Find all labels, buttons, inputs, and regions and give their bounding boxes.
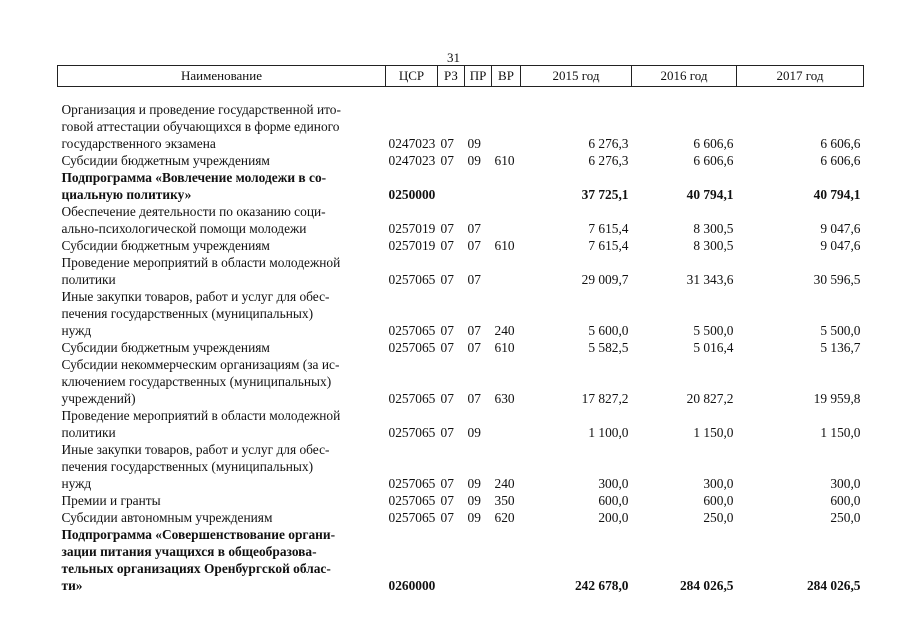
cell-2016: 8 300,5 xyxy=(693,221,734,236)
cell-2017: 5 136,7 xyxy=(820,340,861,355)
cell-vr: 620 xyxy=(494,510,515,525)
cell-2016: 40 794,1 xyxy=(686,187,734,202)
cell-rz: 07 xyxy=(440,425,454,440)
cell-2017: 1 150,0 xyxy=(820,425,861,440)
cell-csr: 0257065 xyxy=(388,493,436,508)
budget-table xyxy=(57,65,864,594)
cell-name: Обеспечение деятельности по оказанию соци- ально-психологической помощи молодежи xyxy=(61,204,326,236)
header-2016: 2016 год xyxy=(632,66,737,87)
cell-2017: 40 794,1 xyxy=(813,187,861,202)
cell-2015: 300,0 xyxy=(598,476,629,491)
cell-2015: 5 582,5 xyxy=(588,340,629,355)
table-row xyxy=(58,237,864,254)
cell-2015: 6 276,3 xyxy=(588,136,629,151)
cell-pr: 07 xyxy=(467,221,481,236)
cell-rz xyxy=(438,526,465,594)
cell-name: Субсидии бюджетным учреждениям xyxy=(61,238,270,253)
cell-csr: 0257065 xyxy=(388,391,436,406)
table-row xyxy=(58,509,864,526)
cell-vr xyxy=(492,101,521,152)
table-row xyxy=(58,203,864,237)
cell-2017: 250,0 xyxy=(830,510,861,525)
cell-2017: 9 047,6 xyxy=(820,238,861,253)
cell-name: Субсидии некоммерческим организациям (за ис- ключением государственных (муниципальных) учреждений) xyxy=(61,357,340,406)
cell-vr: 240 xyxy=(494,476,515,491)
cell-2016: 20 827,2 xyxy=(686,391,734,406)
cell-vr xyxy=(492,169,521,203)
cell-rz: 07 xyxy=(440,493,454,508)
cell-pr: 07 xyxy=(467,391,481,406)
cell-pr: 09 xyxy=(467,425,481,440)
header-name: Наименование xyxy=(58,66,386,87)
cell-2017: 600,0 xyxy=(830,493,861,508)
cell-2017: 300,0 xyxy=(830,476,861,491)
cell-name: Субсидии бюджетным учреждениям xyxy=(61,340,270,355)
cell-vr: 610 xyxy=(494,340,515,355)
cell-2015: 6 276,3 xyxy=(588,153,629,168)
cell-pr: 07 xyxy=(467,323,481,338)
table-row xyxy=(58,254,864,288)
cell-2017: 30 596,5 xyxy=(813,272,861,287)
cell-pr: 09 xyxy=(467,136,481,151)
cell-csr: 0257065 xyxy=(388,476,436,491)
cell-2016: 31 343,6 xyxy=(686,272,734,287)
cell-csr: 0247023 xyxy=(388,136,436,151)
cell-2015: 37 725,1 xyxy=(581,187,629,202)
cell-2015: 17 827,2 xyxy=(581,391,629,406)
cell-name: Премии и гранты xyxy=(61,493,161,508)
cell-rz: 07 xyxy=(440,340,454,355)
cell-name: Проведение мероприятий в области молодежной политики xyxy=(61,408,341,440)
cell-name: Организация и проведение государственной ито- говой аттестации обучающихся в форме единого государственного экзамена xyxy=(61,102,341,151)
cell-pr: 07 xyxy=(467,238,481,253)
header-vr: ВР xyxy=(492,66,521,87)
cell-2016: 6 606,6 xyxy=(693,136,734,151)
cell-pr: 09 xyxy=(467,476,481,491)
cell-name: Субсидии автономным учреждениям xyxy=(61,510,273,525)
cell-csr: 0257065 xyxy=(388,272,436,287)
cell-2016: 284 026,5 xyxy=(679,578,734,593)
table-row xyxy=(58,492,864,509)
cell-rz: 07 xyxy=(440,272,454,287)
cell-csr: 0257065 xyxy=(388,323,436,338)
cell-csr: 0257019 xyxy=(388,221,436,236)
cell-rz: 07 xyxy=(440,221,454,236)
cell-rz: 07 xyxy=(440,136,454,151)
cell-name: Субсидии бюджетным учреждениям xyxy=(61,153,270,168)
cell-2015: 7 615,4 xyxy=(588,221,629,236)
cell-pr: 09 xyxy=(467,510,481,525)
cell-2015: 5 600,0 xyxy=(588,323,629,338)
table-row xyxy=(58,407,864,441)
cell-2015: 242 678,0 xyxy=(574,578,629,593)
header-rz: РЗ xyxy=(438,66,465,87)
cell-csr: 0260000 xyxy=(388,578,436,593)
cell-pr: 07 xyxy=(467,272,481,287)
table-row xyxy=(58,101,864,152)
cell-vr: 610 xyxy=(494,238,515,253)
cell-csr: 0257019 xyxy=(388,238,436,253)
cell-vr: 350 xyxy=(494,493,515,508)
cell-name: Иные закупки товаров, работ и услуг для обес- печения государственных (муниципальных) нужд xyxy=(61,442,330,491)
cell-name: Подпрограмма «Вовлечение молодежи в со- циальную политику» xyxy=(61,170,327,202)
cell-pr: 09 xyxy=(467,153,481,168)
cell-rz: 07 xyxy=(440,476,454,491)
spacer-row xyxy=(58,87,864,102)
cell-2015: 29 009,7 xyxy=(581,272,629,287)
cell-pr xyxy=(465,169,492,203)
cell-2017: 6 606,6 xyxy=(820,153,861,168)
cell-2015: 1 100,0 xyxy=(588,425,629,440)
cell-name: Иные закупки товаров, работ и услуг для обес- печения государственных (муниципальных) нужд xyxy=(61,289,330,338)
cell-rz: 07 xyxy=(440,323,454,338)
cell-rz xyxy=(438,169,465,203)
cell-vr: 610 xyxy=(494,153,515,168)
cell-rz: 07 xyxy=(440,391,454,406)
table-row xyxy=(58,169,864,203)
header-2017: 2017 год xyxy=(737,66,864,87)
cell-csr: 0257065 xyxy=(388,425,436,440)
cell-vr xyxy=(492,526,521,594)
cell-csr: 0257065 xyxy=(388,510,436,525)
cell-pr: 09 xyxy=(467,493,481,508)
cell-name: Проведение мероприятий в области молодежной политики xyxy=(61,255,341,287)
cell-vr xyxy=(492,203,521,237)
cell-2017: 284 026,5 xyxy=(806,578,861,593)
cell-2015: 7 615,4 xyxy=(588,238,629,253)
cell-pr xyxy=(465,526,492,594)
cell-2017: 6 606,6 xyxy=(820,136,861,151)
table-row xyxy=(58,356,864,407)
table-row xyxy=(58,288,864,339)
cell-2016: 1 150,0 xyxy=(693,425,734,440)
cell-2016: 8 300,5 xyxy=(693,238,734,253)
cell-2016: 6 606,6 xyxy=(693,153,734,168)
cell-csr: 0257065 xyxy=(388,340,436,355)
table-header-row xyxy=(58,66,864,87)
header-csr: ЦСР xyxy=(386,66,438,87)
header-pr: ПР xyxy=(465,66,492,87)
table-row xyxy=(58,152,864,169)
cell-2016: 250,0 xyxy=(703,510,734,525)
cell-vr xyxy=(492,254,521,288)
cell-2017: 5 500,0 xyxy=(820,323,861,338)
cell-rz: 07 xyxy=(440,510,454,525)
cell-2016: 300,0 xyxy=(703,476,734,491)
table-row xyxy=(58,339,864,356)
cell-2016: 600,0 xyxy=(703,493,734,508)
cell-name: Подпрограмма «Совершенствование органи- зации питания учащихся в общеобразова- тельных организациях Оренбургской облас- ти» xyxy=(61,527,336,593)
cell-csr: 0250000 xyxy=(388,187,436,202)
cell-rz: 07 xyxy=(440,238,454,253)
cell-2016: 5 500,0 xyxy=(693,323,734,338)
table-row xyxy=(58,526,864,594)
cell-2017: 9 047,6 xyxy=(820,221,861,236)
cell-vr: 630 xyxy=(494,391,515,406)
cell-2015: 200,0 xyxy=(598,510,629,525)
cell-vr xyxy=(492,407,521,441)
cell-2015: 600,0 xyxy=(598,493,629,508)
header-2015: 2015 год xyxy=(521,66,632,87)
cell-csr: 0247023 xyxy=(388,153,436,168)
table-row xyxy=(58,441,864,492)
page-number: 31 xyxy=(447,50,460,65)
cell-2016: 5 016,4 xyxy=(693,340,734,355)
cell-rz: 07 xyxy=(440,153,454,168)
cell-vr: 240 xyxy=(494,323,515,338)
cell-2017: 19 959,8 xyxy=(813,391,861,406)
cell-pr: 07 xyxy=(467,340,481,355)
